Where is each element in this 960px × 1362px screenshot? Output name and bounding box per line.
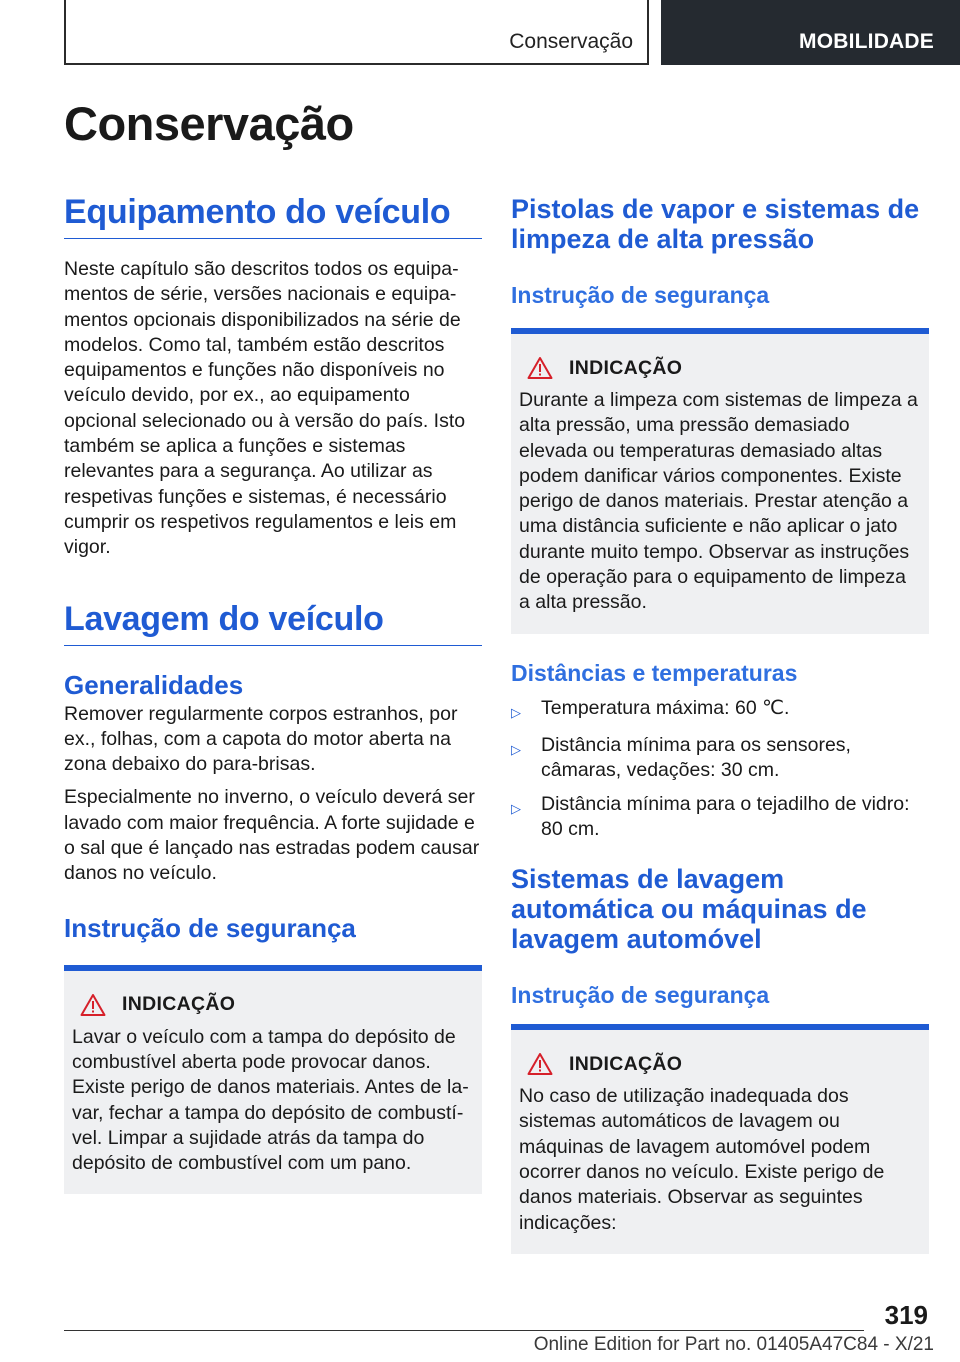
distances-heading: Distâncias e temperaturas [511,659,798,686]
section-tab-label: Conservação [509,30,633,53]
header-chapter-tab [661,0,960,65]
list-item-text: Temperatura máxima: 60 ℃. [541,696,790,719]
steam-notice-header [519,356,921,380]
footer-rule [64,1330,864,1331]
equipment-text: Neste capítulo são descritos todos os equipamentos de série, versões nacionais e equipamentos opcionais disponibilizados na série de modelos. Como tal, também estão descritos equipamentos e funções não disponíveis no veículo devido, por ex., ao equipamento opcional selecionado ou à versão do país. Isto também se aplica a funções e sistemas relevantes para a segurança. Ao utilizar as respetivas funções e sistemas, é necessário cumprir os respetivos regulamentos e leis em vigor. [64,258,466,559]
page-number: 319 [884,1300,928,1330]
general-paragraph-1: Remover regularmente corpos estranhos, por ex., folhas, com a capota do motor aberta na zona debaixo do para-brisas. [64,702,458,776]
auto-notice-box [511,1024,929,1254]
auto-wash-heading: Sistemas de lavagem automática ou máquinas de lavagem automóvel [511,864,867,955]
auto-notice-title: INDICAÇÃO [569,1052,683,1075]
steam-notice-title: INDICAÇÃO [569,356,683,379]
chapter-tab-label: MOBILIDADE [799,30,934,53]
warning-triangle-icon [527,356,553,380]
general-heading: Generalidades [64,669,244,700]
list-item [511,696,929,725]
left-column [64,190,482,1194]
steam-safety-heading: Instrução de segurança [511,282,770,308]
warning-triangle-icon [80,993,106,1017]
wash-rule [64,645,482,646]
triangle-bullet-icon: ▷ [511,741,521,757]
equipment-heading: Equipamento do veículo [64,193,451,231]
steam-notice-text: Durante a limpeza com sistemas de limpeza a alta pressão, uma pressão demasiado elevada ou temperaturas demasiado altas podem danificar vários componentes. Existe perigo de danos materiais. Prestar atenção a uma distância suficiente e não aplicar o jato durante muito tempo. Observar as instruções de operação para o equipamento de limpeza a alta pressão. [519,389,918,614]
safety-heading: Instrução de segurança [64,912,356,943]
header-section-tab [64,0,649,65]
warning-triangle-icon [527,1052,553,1076]
list-item-text: Distância mínima para os sensores, câmaras, vedações: 30 cm. [541,733,851,782]
list-item [511,792,929,843]
steam-heading: Pistolas de vapor e sistemas de limpeza de alta pressão [511,194,920,254]
equipment-rule [64,238,482,239]
right-column [511,190,929,1254]
notice-box [64,965,482,1195]
notice-title: INDICAÇÃO [122,993,236,1016]
triangle-bullet-icon: ▷ [511,704,521,720]
auto-notice-header [519,1052,921,1076]
notice-text: Lavar o veículo com a tampa do depósito de combustível aberta pode provocar danos. Existe perigo de danos materiais. Antes de lavar, fechar a tampa do depósito de combustível. Limpar a sujidade atrás da tampa do depósito de combustível com um pano. [72,1025,469,1175]
distances-list [511,696,929,842]
footer-edition: Online Edition for Part no. 01405A47C84 - X/21 [533,1334,934,1355]
chapter-title: Conservação [64,97,354,150]
list-item-text: Distância mínima para o tejadilho de vidro: 80 cm. [541,792,910,840]
general-paragraph-2: Especialmente no inverno, o veículo deverá ser lavado com maior frequência. A forte sujidade e o sal que é lançado nas estradas podem causar danos no veículo. [64,786,480,885]
auto-safety-heading: Instrução de segurança [511,982,770,1009]
auto-notice-text: No caso de utilização inadequada dos sistemas automáticos de lavagem ou máquinas de lavagem automóvel podem ocorrer danos no veículo. Existe perigo de danos materiais. Observar as seguintes indicações: [519,1085,885,1234]
triangle-bullet-icon: ▷ [511,800,521,816]
wash-heading: Lavagem do veículo [64,599,384,638]
notice-header [72,993,474,1017]
list-item [511,733,929,784]
steam-notice-box [511,328,929,634]
